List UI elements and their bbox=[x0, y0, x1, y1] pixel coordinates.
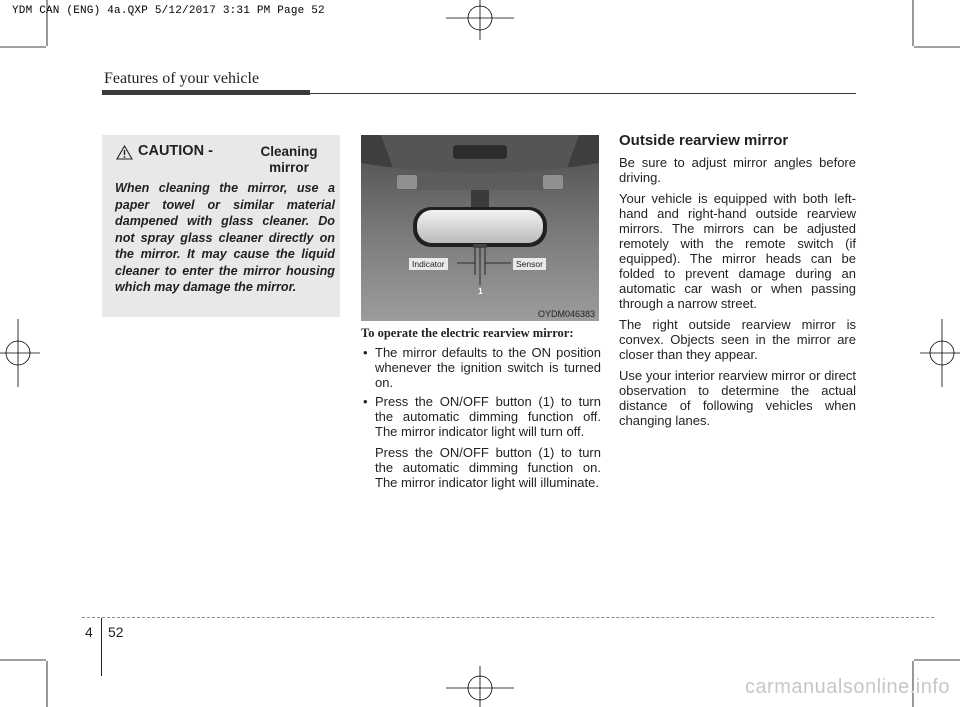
list-item bbox=[361, 394, 601, 439]
caution-label: CAUTION - bbox=[138, 143, 213, 159]
caution-title bbox=[244, 144, 334, 176]
operation-section bbox=[361, 326, 601, 490]
caution-body: When cleaning the mirror, use a paper towel or similar material dampened with glass cleaner. Do not spray glass cleaner directly on the mirror. It may cause the liquid cleaner to enter the mirror housing which may damage the mirror. bbox=[115, 181, 335, 294]
paragraph: The right outside rearview mirror is convex. Objects seen in the mirror are closer than they appear. bbox=[619, 317, 856, 362]
outside-mirror-section bbox=[619, 132, 856, 434]
indicator-callout: Indicator bbox=[409, 258, 448, 270]
section-rule-thick bbox=[102, 90, 310, 95]
chapter-number: 4 bbox=[85, 624, 93, 640]
print-header: YDM CAN (ENG) 4a.QXP 5/12/2017 3:31 PM Page 52 bbox=[12, 5, 325, 17]
caution-title-line2: mirror bbox=[269, 160, 309, 175]
bullet-text: Press the ON/OFF button (1) to turn the automatic dimming function off. The mirror indicator light will turn off. bbox=[375, 394, 601, 439]
sensor-callout: Sensor bbox=[513, 258, 546, 270]
operation-heading: To operate the electric rearview mirror: bbox=[361, 326, 574, 340]
page-number: 52 bbox=[108, 624, 124, 640]
section-rule-thin bbox=[310, 93, 856, 94]
operation-continuation: Press the ON/OFF button (1) to turn the automatic dimming function on. The mirror indicator light will illuminate. bbox=[375, 445, 601, 490]
paragraph: Use your interior rearview mirror or direct observation to determine the actual distance of following vehicles when changing lanes. bbox=[619, 368, 856, 428]
list-item bbox=[361, 345, 601, 390]
watermark: carmanualsonline.info bbox=[744, 676, 950, 698]
outside-mirror-heading: Outside rearview mirror bbox=[619, 132, 789, 149]
paragraph: Your vehicle is equipped with both left-hand and right-hand outside rearview mirrors. The mirrors can be adjusted remotely with the remote switch (if equipped). The mirror heads can be folded to prevent damage during an automatic car wash or when passing through a narrow street. bbox=[619, 191, 856, 311]
bullet-dot: • bbox=[363, 394, 368, 409]
section-title: Features of your vehicle bbox=[104, 70, 260, 87]
callout-number: 1 bbox=[478, 286, 483, 296]
footer-rule bbox=[82, 617, 934, 618]
bullet-text: The mirror defaults to the ON position whenever the ignition switch is turned on. bbox=[375, 345, 601, 390]
figure-code: OYDM046383 bbox=[537, 309, 595, 319]
caution-title-line1: Cleaning bbox=[260, 144, 318, 159]
rearview-mirror-figure bbox=[361, 135, 599, 321]
caution-box bbox=[102, 135, 340, 317]
bullet-dot: • bbox=[363, 345, 368, 360]
footer-divider bbox=[101, 618, 102, 676]
paragraph: Be sure to adjust mirror angles before driving. bbox=[619, 155, 856, 185]
warning-triangle-icon bbox=[116, 145, 133, 160]
